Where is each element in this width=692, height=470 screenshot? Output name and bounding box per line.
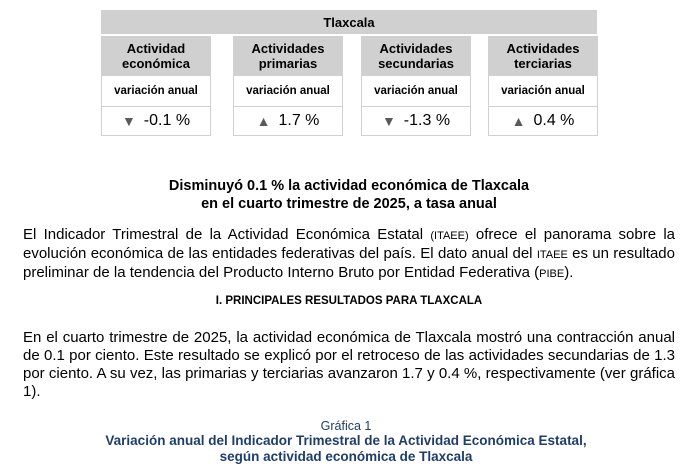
- abbr-itaee: ITAEE: [536, 249, 568, 261]
- intro-text: ).: [564, 264, 574, 281]
- card-title: [488, 36, 598, 76]
- card-title-line1: Actividades: [506, 41, 580, 56]
- intro-text: ofrece el panorama sobre la evolución económica de las entidades federativas del país. El dato anual del: [23, 226, 675, 262]
- card-title: [233, 36, 343, 76]
- card-title-line2: secundarias: [378, 56, 454, 71]
- card-value: 0.4 %: [533, 112, 575, 129]
- card-subtitle: variación anual: [233, 76, 343, 106]
- card-value: 1.7 %: [278, 112, 320, 129]
- card-value: -1.3 %: [403, 112, 451, 129]
- arrow-down-icon: ▼: [121, 113, 136, 129]
- card-value-box: [361, 106, 471, 136]
- card-title: [101, 36, 211, 76]
- abbr-pibe: PIBE: [539, 268, 565, 280]
- card-value-box: [233, 106, 343, 136]
- abbr-itaee: (ITAEE): [430, 230, 469, 242]
- card-subtitle: variación anual: [488, 76, 598, 106]
- card-title-line1: Actividades: [379, 41, 453, 56]
- card-title-line2: terciarias: [514, 56, 572, 71]
- chart-label: Gráfica 1: [320, 419, 372, 433]
- region-header: [101, 10, 597, 34]
- card-actividades-secundarias: [361, 36, 471, 138]
- chart-title: [0, 433, 692, 465]
- section-title: I. PRINCIPALES RESULTADOS PARA TLAXCALA: [215, 295, 483, 307]
- chart-title-line1: Variación anual del Indicador Trimestral de la Actividad Económica Estatal,: [105, 433, 587, 448]
- card-value: -0.1 %: [143, 112, 191, 129]
- card-title-line1: Actividades: [251, 41, 325, 56]
- card-value-box: [101, 106, 211, 136]
- card-title-line2: económica: [122, 56, 190, 71]
- headline-line2: en el cuarto trimestre de 2025, a tasa anual: [201, 196, 497, 212]
- intro-text: es un resultado preliminar de la tendencia del Producto Interno Bruto por Entidad Federativa (: [23, 245, 675, 281]
- card-actividad-economica: [101, 36, 211, 138]
- arrow-up-icon: ▲: [256, 113, 271, 129]
- arrow-up-icon: ▲: [511, 113, 526, 129]
- card-subtitle: variación anual: [361, 76, 471, 106]
- card-subtitle: variación anual: [101, 76, 211, 106]
- card-value-box: [488, 106, 598, 136]
- card-actividades-primarias: [233, 36, 343, 138]
- card-actividades-terciarias: [488, 36, 598, 138]
- region-name: Tlaxcala: [323, 14, 375, 30]
- arrow-down-icon: ▼: [381, 113, 396, 129]
- card-title: [361, 36, 471, 76]
- chart-title-line2: según actividad económica de Tlaxcala: [219, 449, 473, 464]
- card-title-line2: primarias: [258, 56, 318, 71]
- headline-line1: Disminuyó 0.1 % la actividad económica de Tlaxcala: [168, 178, 530, 194]
- card-title-line1: Actividad: [126, 41, 186, 56]
- intro-paragraph: [23, 226, 675, 283]
- results-paragraph: En el cuarto trimestre de 2025, la actividad económica de Tlaxcala mostró una contracción anual de 0.1 por ciento. Este resultado se explicó por el retroceso de las actividades secundarias de 1.3 por ciento. A su vez, las primarias y terciarias avanzaron 1.7 y 0.4 %, respectivamente (ver gráfica 1).: [23, 329, 675, 400]
- headline: [20, 177, 678, 213]
- intro-text: El Indicador Trimestral de la Actividad Económica Estatal: [23, 226, 431, 243]
